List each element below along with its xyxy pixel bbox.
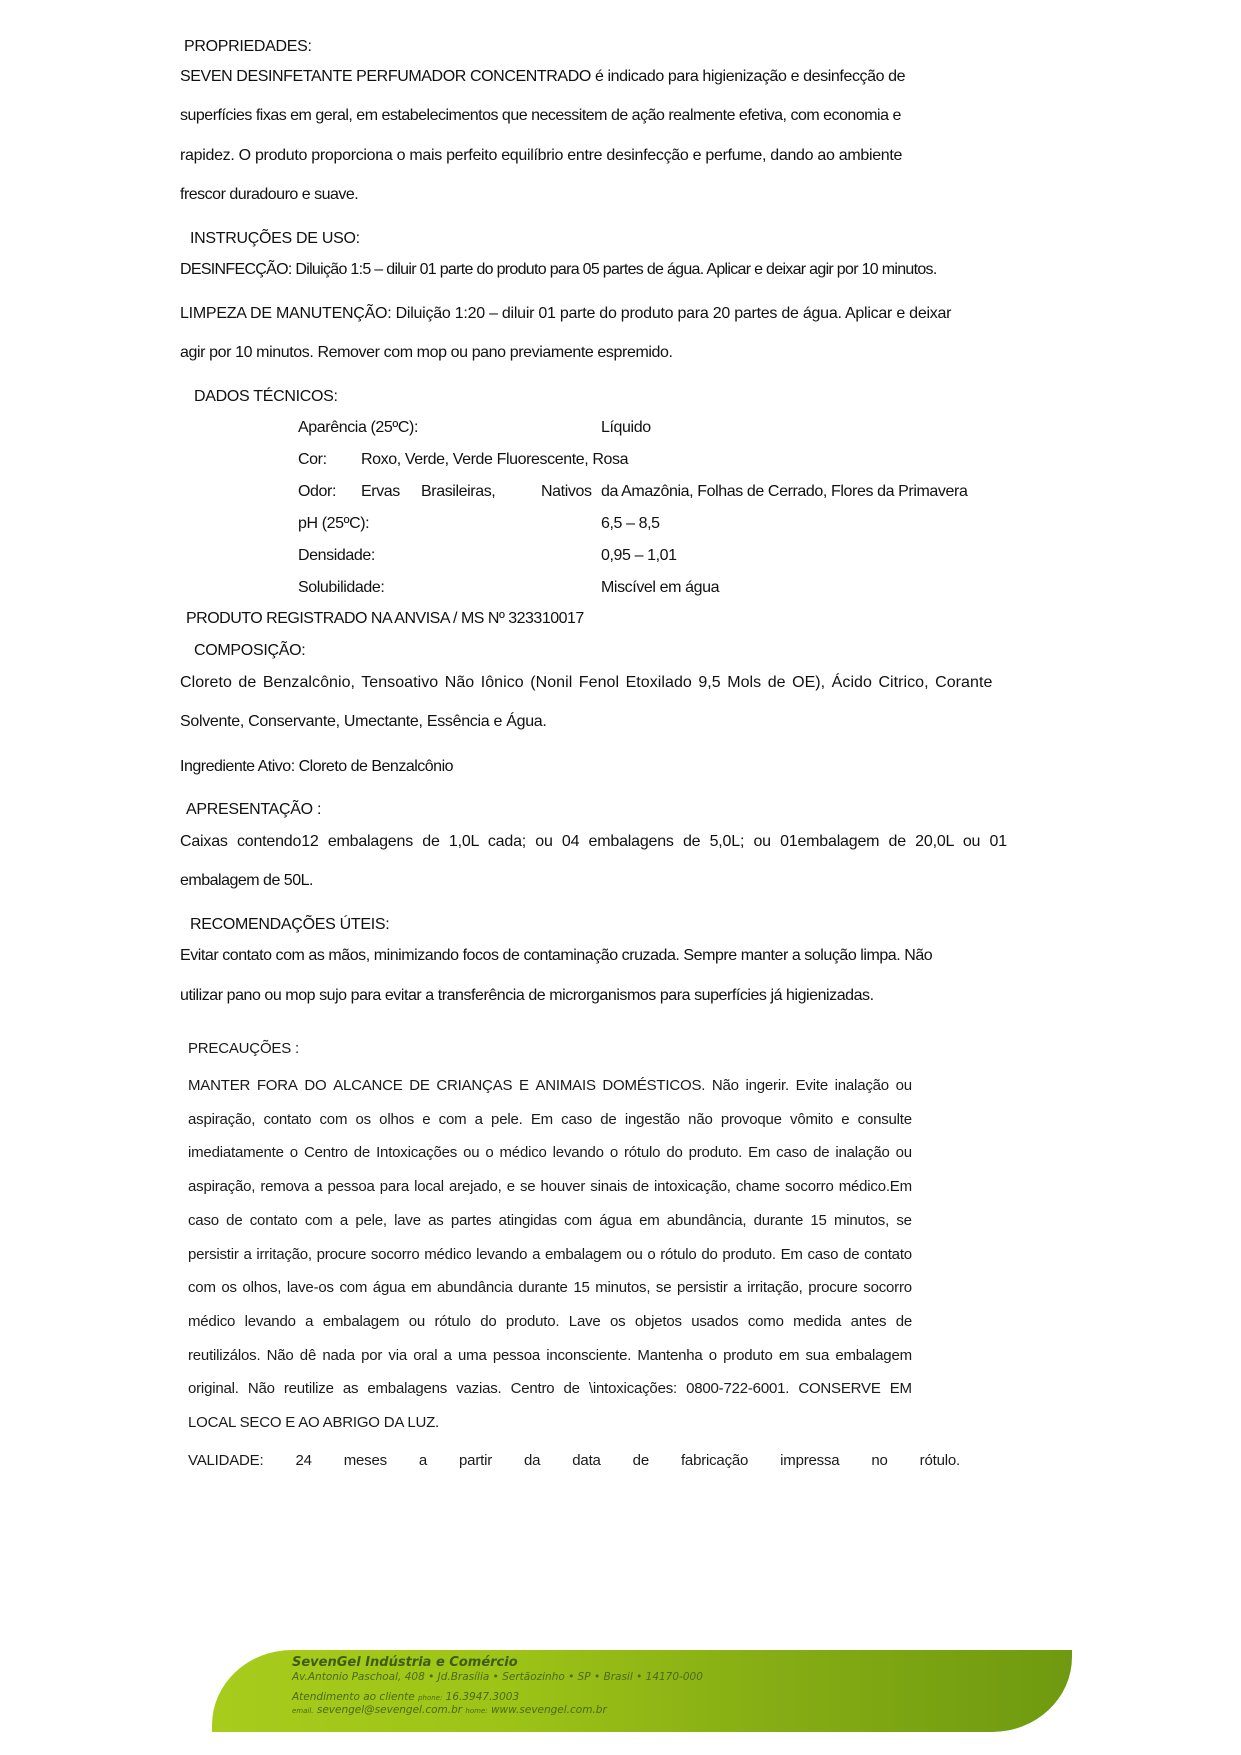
word: em (410, 1279, 432, 1297)
word: Centro (510, 1380, 555, 1398)
word: a (305, 1312, 314, 1330)
word: consulte (857, 1110, 912, 1128)
word: original. (188, 1380, 239, 1398)
tech-label-aparencia: Aparência (25ºC): (298, 419, 418, 436)
text-line: rapidez. O produto proporciona o mais perfeito equilíbrio entre desinfecção e perfume, dando ao ambiente (180, 147, 903, 164)
section-heading-recomendacoes: RECOMENDAÇÕES ÚTEIS: (190, 916, 390, 933)
word: DO (304, 1077, 327, 1094)
word: caso (188, 1211, 219, 1229)
word: Em (780, 1245, 803, 1263)
word: rótulo (660, 1245, 697, 1263)
text-line: superfícies fixas em geral, em estabelecimentos que necessitem de ação realmente efetiva, com economia e (180, 107, 901, 124)
word: levando (476, 1245, 528, 1263)
word: inconsciente. (546, 1346, 632, 1364)
word: vazias. (456, 1380, 502, 1398)
tech-value-densidade: 0,95 – 1,01 (601, 547, 677, 564)
word: reutilize (283, 1380, 334, 1398)
word: água (372, 1279, 406, 1297)
word: lave (394, 1211, 421, 1229)
word: levando (244, 1312, 296, 1330)
footer-phone-label: phone: (418, 1694, 443, 1702)
footer-banner (212, 1650, 1072, 1732)
word: persistir (188, 1245, 239, 1263)
word: durante (753, 1211, 804, 1229)
word: reutilizálos. (188, 1346, 261, 1364)
word: produto. (688, 1144, 743, 1162)
instruction-desinfeccao: DESINFECÇÃO: Diluição 1:5 – diluir 01 parte do produto para 05 partes de água. Aplicar e deixar agir por 10 minutos. (180, 261, 937, 278)
word: houver (540, 1178, 586, 1196)
word: Intoxicações (376, 1144, 458, 1162)
word: a (339, 1211, 349, 1229)
paragraph-line (180, 147, 914, 165)
word: DE (409, 1077, 430, 1094)
word: ou (895, 1144, 912, 1162)
word: socorro (370, 1245, 420, 1263)
word: remova (260, 1178, 310, 1196)
footer-service-label: Atendimento ao cliente (292, 1691, 415, 1703)
word: do (701, 1245, 718, 1263)
word: partes (450, 1211, 492, 1229)
word: com (339, 1279, 368, 1297)
word: médico (188, 1312, 236, 1330)
word: se (519, 1178, 536, 1196)
word: contato (249, 1211, 298, 1229)
precaution-line (188, 1347, 912, 1364)
word: o (609, 1144, 618, 1162)
word: CRIANÇAS (436, 1077, 513, 1094)
word: de (353, 1144, 371, 1162)
word: de (813, 1144, 830, 1162)
validity-line (188, 1452, 960, 1469)
word: produto (723, 1346, 773, 1364)
footer-home-label: home: (465, 1707, 488, 1715)
odor-word: Brasileiras, (421, 483, 496, 500)
word: aspiração, (188, 1178, 256, 1196)
word: rótulo (623, 1144, 661, 1162)
word: E (518, 1077, 529, 1094)
word: Centro (303, 1144, 348, 1162)
validity-word: de (632, 1452, 649, 1469)
word: 15 (810, 1211, 827, 1229)
word: de (600, 1110, 617, 1128)
paragraph-line: frescor duradouro e suave. (180, 186, 359, 203)
word: Mantenha (637, 1346, 703, 1364)
footer-phone: 16.3947.3003 (445, 1691, 520, 1703)
precaution-line (188, 1313, 912, 1330)
word: imediatamente (188, 1144, 284, 1162)
word: do (480, 1312, 497, 1330)
word: pele, (355, 1211, 387, 1229)
precaution-line (188, 1077, 912, 1094)
precaution-line: LOCAL SECO E AO ABRIGO DA LUZ. (188, 1414, 440, 1431)
word: pessoa (327, 1178, 375, 1196)
word: irritação, (256, 1245, 312, 1263)
word: a (314, 1178, 323, 1196)
word: as (342, 1380, 359, 1398)
footer-address: Av.Antonio Paschoal, 408 • Jd.Brasília • Sertãozinho • SP • Brasil • 14170-000 (292, 1671, 703, 1683)
word: a (532, 1245, 541, 1263)
word: contato (864, 1245, 912, 1263)
word: dê (299, 1346, 317, 1364)
word: médico (424, 1245, 472, 1263)
word: produto. (505, 1312, 560, 1330)
word: ou (626, 1245, 643, 1263)
word: os (221, 1279, 237, 1297)
word: se (896, 1211, 912, 1229)
word: vômito (790, 1110, 834, 1128)
word: médico.Em (838, 1178, 912, 1196)
word: o (647, 1245, 656, 1263)
word: Em (748, 1144, 771, 1162)
word: olhos (379, 1110, 415, 1128)
validity-word: no (871, 1452, 888, 1469)
word: sua (805, 1346, 830, 1364)
word: irritação, (747, 1279, 803, 1297)
validity-word: partir (459, 1452, 493, 1469)
word: 0800-722-6001. (686, 1380, 790, 1398)
word: persistir (676, 1279, 728, 1297)
word: embalagens (367, 1380, 448, 1398)
word: em (778, 1346, 800, 1364)
word: CONSERVE (798, 1380, 881, 1398)
word: por (361, 1346, 383, 1364)
word: com (188, 1279, 216, 1297)
word: produto. (722, 1245, 776, 1263)
word: durante (518, 1279, 568, 1297)
section-heading-precaucoes: PRECAUÇÕES : (188, 1040, 299, 1057)
word: em (639, 1211, 660, 1229)
word: ingestão (624, 1110, 680, 1128)
word: pessoa (492, 1346, 541, 1364)
word: chame (735, 1178, 780, 1196)
tech-label-ph: pH (25ºC): (298, 515, 370, 532)
word: levando (552, 1144, 604, 1162)
word: Evite (795, 1077, 828, 1094)
footer-email-label: email. (292, 1707, 314, 1715)
registration-number: PRODUTO REGISTRADO NA ANVISA / MS Nº 323310017 (186, 610, 584, 627)
word: inalação (835, 1144, 890, 1162)
word: embalagem (544, 1245, 622, 1263)
precaution-line (188, 1111, 912, 1128)
tech-value-cor: Roxo, Verde, Verde Fluorescente, Rosa (361, 451, 629, 468)
word: Não (266, 1346, 294, 1364)
word: e (422, 1110, 431, 1128)
word: de (563, 1380, 580, 1398)
word: o (485, 1144, 494, 1162)
word: via (388, 1346, 407, 1364)
word: FORA (256, 1077, 298, 1094)
word: antes (850, 1312, 887, 1330)
section-heading-apresentacao: APRESENTAÇÃO : (186, 801, 322, 818)
word: a (474, 1110, 483, 1128)
word: com (438, 1110, 467, 1128)
word: 15 (573, 1279, 590, 1297)
instruction-limpeza-cont: agir por 10 minutos. Remover com mop ou pano previamente espremido. (180, 344, 673, 361)
odor-word: Nativos (541, 483, 592, 500)
section-heading-composicao: COMPOSIÇÃO: (194, 642, 306, 659)
word: oral (413, 1346, 438, 1364)
footer-company-name: SevenGel Indústria e Comércio (292, 1655, 518, 1670)
composition-line: Cloreto de Benzalcônio, Tensoativo Não Iônico (Nonil Fenol Etoxilado 9,5 Mols de OE), Ácido Citrico, Corante (180, 674, 993, 691)
word: ingerir. (745, 1077, 789, 1094)
text-line: SEVEN DESINFETANTE PERFUMADOR CONCENTRADO é indicado para higienização e desinfecção de (180, 68, 906, 85)
word: não (688, 1110, 713, 1128)
word: minutos, (595, 1279, 651, 1297)
validity-word: da (524, 1452, 541, 1469)
word: caso (807, 1245, 839, 1263)
word: ALCANCE (333, 1077, 403, 1094)
word: a (443, 1346, 452, 1364)
word: Em (530, 1110, 553, 1128)
word: caso (776, 1144, 808, 1162)
validity-label: VALIDADE: (188, 1452, 264, 1469)
word: usados (691, 1312, 739, 1330)
word: e (841, 1110, 850, 1128)
footer-contact-line (292, 1704, 607, 1716)
word: os (355, 1110, 371, 1128)
precaution-line (188, 1246, 912, 1263)
tech-value-solubilidade: Miscível em água (601, 579, 720, 596)
instruction-limpeza: LIMPEZA DE MANUTENÇÃO: Diluição 1:20 – diluir 01 parte do produto para 20 partes de água. Aplicar e deixar (180, 305, 952, 322)
precaution-line (188, 1144, 912, 1161)
word: de (843, 1245, 860, 1263)
recommendation-line: Evitar contato com as mãos, minimizando focos de contaminação cruzada. Sempre manter a solução limpa. Não (180, 947, 933, 964)
word: embalagem (322, 1312, 400, 1330)
tech-label-cor: Cor: (298, 451, 327, 468)
word: atingidas (498, 1211, 557, 1229)
word: com (319, 1110, 348, 1128)
word: de (632, 1178, 649, 1196)
recommendation-line: utilizar pano ou mop sujo para evitar a transferência de microrganismos para superfícies já higienizadas. (180, 987, 874, 1004)
word: contato (263, 1110, 312, 1128)
tech-value-odor: da Amazônia, Folhas de Cerrado, Flores da Primavera (601, 483, 968, 500)
word: a (243, 1245, 252, 1263)
validity-word: data (572, 1452, 601, 1469)
paragraph-line (180, 68, 914, 86)
word: do (666, 1144, 683, 1162)
word: Não (711, 1077, 739, 1094)
word: socorro (863, 1279, 912, 1297)
tech-label-densidade: Densidade: (298, 547, 375, 564)
section-heading-instrucoes: INSTRUÇÕES DE USO: (190, 230, 360, 247)
word: e (506, 1178, 515, 1196)
word: procure (808, 1279, 858, 1297)
footer-website[interactable]: www.sevengel.com.br (490, 1704, 607, 1716)
word: nada (322, 1346, 355, 1364)
word: como (747, 1312, 784, 1330)
validity-word: 24 (295, 1452, 312, 1469)
word: olhos, (242, 1279, 282, 1297)
tech-label-solubilidade: Solubilidade: (298, 579, 385, 596)
word: o (708, 1346, 717, 1364)
word: com (564, 1211, 592, 1229)
word: a (733, 1279, 742, 1297)
word: médico (499, 1144, 547, 1162)
word: procure (316, 1245, 367, 1263)
footer-service-line (292, 1691, 519, 1703)
validity-word: rótulo. (919, 1452, 960, 1469)
word: ou (408, 1312, 426, 1330)
word: objetos (634, 1312, 682, 1330)
word: inalação (834, 1077, 889, 1094)
word: caso (561, 1110, 593, 1128)
precaution-line (188, 1212, 912, 1229)
word: de (895, 1312, 912, 1330)
word: se (655, 1279, 672, 1297)
precaution-line (188, 1380, 912, 1397)
odor-word: Ervas (361, 483, 400, 500)
word: medida (793, 1312, 842, 1330)
word: EM (889, 1380, 912, 1398)
word: intoxicação, (653, 1178, 731, 1196)
paragraph-line (180, 107, 914, 125)
footer-email[interactable]: sevengel@sevengel.com.br (316, 1704, 463, 1716)
tech-label-odor: Odor: (298, 483, 337, 500)
word: socorro (784, 1178, 834, 1196)
word: \intoxicações: (588, 1380, 677, 1398)
tech-value-ph: 6,5 – 8,5 (601, 515, 660, 532)
word: ANIMAIS (535, 1077, 596, 1094)
word: pele. (491, 1110, 523, 1128)
validity-word: a (418, 1452, 428, 1469)
word: as (428, 1211, 444, 1229)
word: com (304, 1211, 333, 1229)
word: local (414, 1178, 444, 1196)
word: os (609, 1312, 626, 1330)
word: o (289, 1144, 298, 1162)
word: arejado, (449, 1178, 502, 1196)
word: ou (463, 1144, 480, 1162)
validity-word: fabricação (680, 1452, 749, 1469)
word: para (379, 1178, 409, 1196)
word: Não (247, 1380, 275, 1398)
composition-line: Solvente, Conservante, Umectante, Essência e Água. (180, 713, 547, 730)
tech-value-aparencia: Líquido (601, 419, 651, 436)
section-heading-dados-tecnicos: DADOS TÉCNICOS: (194, 388, 338, 405)
presentation-line: embalagem de 50L. (180, 872, 313, 889)
word: abundância, (666, 1211, 747, 1229)
word: aspiração, (188, 1110, 256, 1128)
word: MANTER (188, 1077, 251, 1094)
word: sinais (590, 1178, 628, 1196)
word: uma (458, 1346, 487, 1364)
word: água (599, 1211, 632, 1229)
word: abundância (437, 1279, 513, 1297)
section-heading-propriedades: PROPRIEDADES: (184, 38, 312, 55)
word: lave-os (286, 1279, 334, 1297)
word: DOMÉSTICOS. (602, 1077, 706, 1094)
word: minutos, (833, 1211, 890, 1229)
active-ingredient: Ingrediente Ativo: Cloreto de Benzalcônio (180, 758, 454, 775)
validity-word: impressa (780, 1452, 840, 1469)
word: provoque (720, 1110, 782, 1128)
word: embalagem (835, 1346, 912, 1364)
word: rótulo (434, 1312, 471, 1330)
presentation-line: Caixas contendo12 embalagens de 1,0L cada; ou 04 embalagens de 5,0L; ou 01embalagem de 20,0L ou 01 (180, 833, 1007, 850)
word: ou (895, 1077, 912, 1094)
precaution-line (188, 1178, 912, 1195)
precaution-line (188, 1279, 912, 1296)
word: Lave (568, 1312, 601, 1330)
word: de (226, 1211, 243, 1229)
validity-word: meses (343, 1452, 387, 1469)
